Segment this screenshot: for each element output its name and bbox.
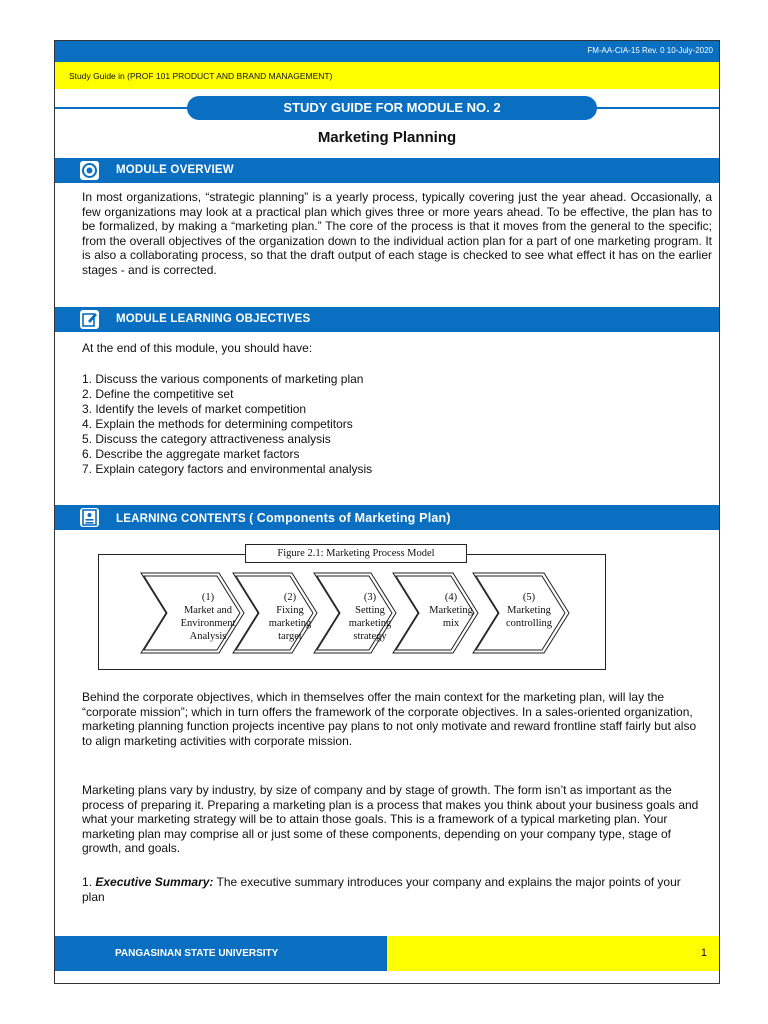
section-learning-contents xyxy=(55,505,719,530)
list-item: 2. Define the competitive set xyxy=(82,387,234,401)
figure-caption: Figure 2.1: Marketing Process Model xyxy=(245,544,467,563)
step-1-label: (1) Market and Environment Analysis xyxy=(180,592,236,642)
section-heading: MODULE LEARNING OBJECTIVES xyxy=(116,313,311,325)
list-item: 3. Identify the levels of market competition xyxy=(82,402,307,416)
contents-heading: LEARNING CONTENTS ( xyxy=(116,513,254,525)
contents-subheading: Components of Marketing Plan) xyxy=(256,511,451,525)
objectives-list xyxy=(82,372,682,477)
step-4-label: (4) Marketing mix xyxy=(429,592,473,629)
footer-university-bar xyxy=(55,936,387,971)
study-guide-line: Study Guide in (PROF 101 PRODUCT AND BRAND MANAGEMENT) xyxy=(69,71,333,81)
contents-paragraph-2: Marketing plans vary by industry, by size of company and by stage of growth. The form isn’t as important as the process of preparing it. Preparing a marketing plan is a process that makes you think about your business goals and what your marketing strategy will be to attain those goals. This is a framework of a typical marketing plan. Your marketing plan may comprise all or just some of these components, depending on your company type, stage of growth, and goals. xyxy=(82,783,699,856)
university-name: PANGASINAN STATE UNIVERSITY xyxy=(115,948,279,959)
edit-icon xyxy=(80,310,99,329)
section-learning-objectives xyxy=(55,307,719,332)
list-item: 7. Explain category factors and environmental analysis xyxy=(82,462,373,476)
section-module-overview xyxy=(55,158,719,183)
page-number: 1 xyxy=(700,947,707,959)
document-icon xyxy=(80,508,99,527)
section-heading: MODULE OVERVIEW xyxy=(116,164,234,176)
footer-page-bar xyxy=(387,936,719,971)
objectives-intro: At the end of this module, you should have: xyxy=(82,341,313,355)
module-title: STUDY GUIDE FOR MODULE NO. 2 xyxy=(187,96,597,120)
top-bar xyxy=(55,41,719,62)
section-heading xyxy=(116,511,451,525)
step-5-label: (5) Marketing controlling xyxy=(505,592,553,629)
executive-summary: 1. Executive Summary: The executive summary introduces your company and explains the major points of your plan xyxy=(82,875,681,904)
contents-paragraph-1: Behind the corporate objectives, which in themselves offer the main context for the marketing plan, will lay the “corporate mission”; which in turn offers the framework of the corporate objectives. In a sales-oriented organization, marketing planning function projects incentive pay plans to not only motivate and reward frontline staff fairly but also to align marketing activities with corporate mission. xyxy=(82,690,697,748)
magnifier-icon xyxy=(80,161,99,180)
page-title: Marketing Planning xyxy=(317,129,457,146)
course-bar xyxy=(55,62,719,89)
list-item: 1. Discuss the various components of marketing plan xyxy=(82,372,364,386)
executive-summary-label: Executive Summary: xyxy=(95,875,214,889)
list-item: 6. Describe the aggregate market factors xyxy=(82,447,300,461)
form-code: FM-AA-CIA-15 Rev. 0 10-July-2020 xyxy=(587,46,713,55)
step-2-label: (2) Fixing marketing target xyxy=(268,592,312,642)
list-item: 5. Discuss the category attractiveness analysis xyxy=(82,432,331,446)
overview-text: In most organizations, “strategic planning” is a yearly process, typically covering just the year ahead. Occasionally, a few organizations may look at a practical plan which gives three or more years ahead. To be effective, the plan has to be formalized, by making a “marketing plan.” The core of the process is that it moves from the general to the specific; from the overall objectives of the organization down to the individual action plan for a part of one marketing program. It is also a collaborating process, so that the draft output of each stage is checked to see what effect it has on the earlier stages - and is corrected. xyxy=(82,190,712,277)
list-item: 4. Explain the methods for determining competitors xyxy=(82,417,353,431)
document-page xyxy=(54,40,720,984)
step-3-label: (3) Setting marketing strategy xyxy=(348,592,392,642)
